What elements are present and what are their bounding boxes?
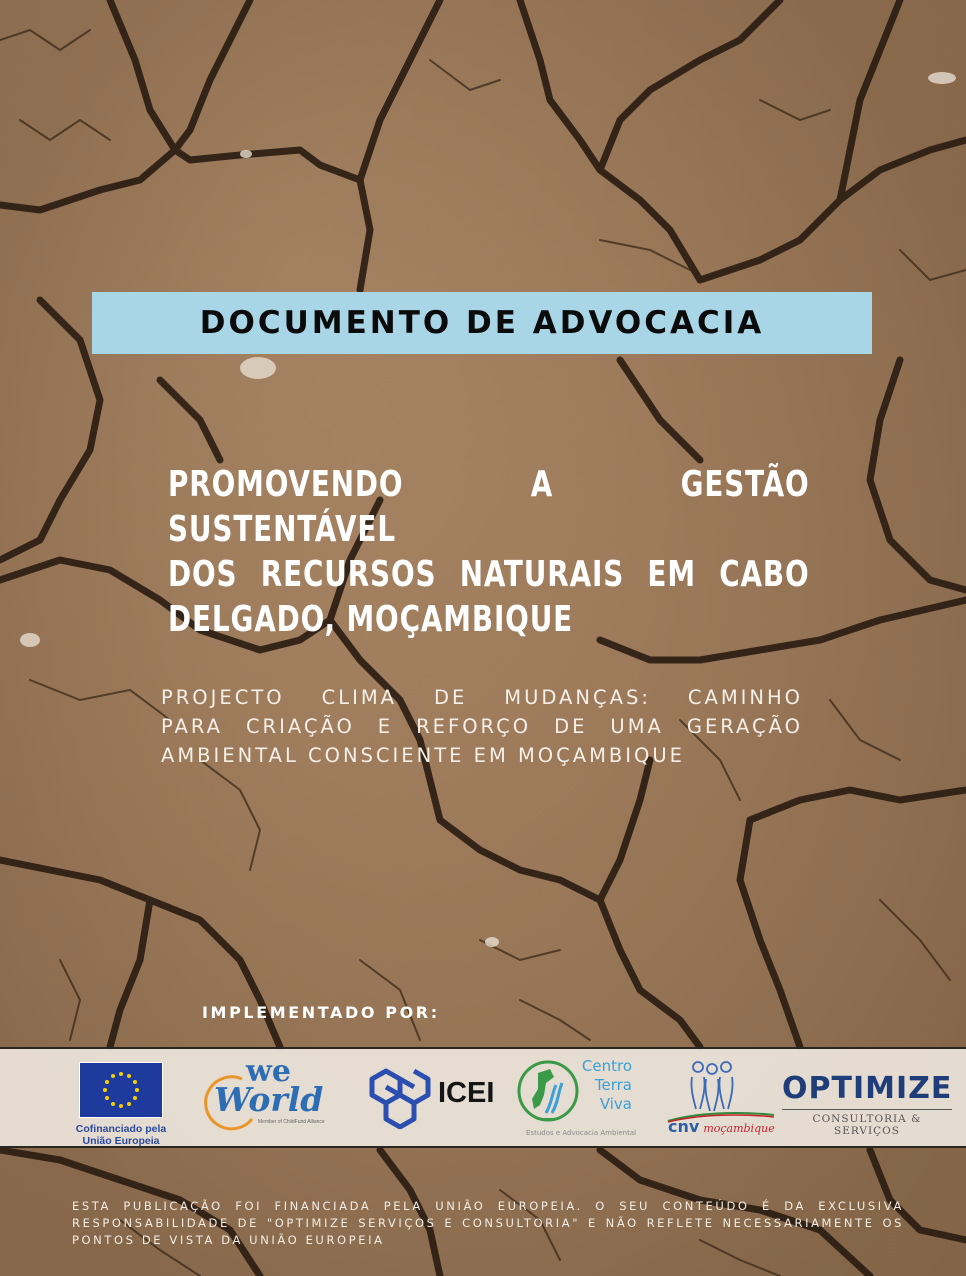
weworld-we: we [246,1054,291,1089]
ctv-line-1: Centro [581,1057,632,1075]
eu-caption-line-1: Cofinanciado pela [75,1123,167,1135]
ctv-line-2: Terra [594,1076,632,1094]
optimize-tagline: CONSULTORIA & SERVIÇOS [782,1109,952,1137]
implemented-by-label: IMPLEMENTADO POR: [202,1003,440,1022]
subtitle-line-1: PROJECTO CLIMA DE MUDANÇAS: CAMINHO [161,686,803,709]
cnv-suffix: moçambique [703,1122,775,1135]
eu-flag-icon [79,1062,163,1118]
title-line-2: DOS RECURSOS NATURAIS EM CABO [168,554,810,595]
optimize-logo [780,1049,956,1146]
title-line-3: DELGADO, MOÇAMBIQUE [168,599,574,640]
disclaimer-line-3: PONTOS DE VISTA DA UNIÃO EUROPEIA [72,1233,385,1247]
people-figures-icon [682,1059,742,1115]
document-title [168,462,810,642]
cnv-name: cnv [668,1117,700,1136]
document-type-label: DOCUMENTO DE ADVOCACIA [199,305,765,341]
centro-terra-viva-logo [514,1049,664,1146]
icei-cube-icon [368,1065,432,1129]
eu-logo [76,1049,166,1146]
project-subtitle [161,683,803,770]
partner-logos-strip [0,1047,966,1148]
weworld-world: World [214,1080,324,1119]
subtitle-line-2: PARA CRIAÇÃO E REFORÇO DE UMA GERAÇÃO [161,715,803,738]
eu-caption-line-2: União Europeia [82,1135,160,1147]
ctv-line-3: Viva [599,1095,632,1113]
icei-logo [368,1049,498,1146]
disclaimer-line-2: RESPONSABILIDADE DE "OPTIMIZE SERVIÇOS E CONSULTORIA" E NÃO REFLETE NECESSARIAMENTE OS [72,1216,904,1230]
weworld-logo [200,1049,345,1146]
title-line-1: PROMOVENDO A GESTÃO SUSTENTÁVEL [168,464,810,550]
document-type-banner [92,292,872,354]
funding-disclaimer [72,1198,904,1249]
optimize-name: OPTIMIZE [782,1071,953,1106]
cnv-logo [664,1049,782,1146]
ctv-tagline: Estudos e Advocacia Ambiental [526,1129,637,1137]
disclaimer-line-1: ESTA PUBLICAÇÃO FOI FINANCIADA PELA UNIÃO EUROPEIA. O SEU CONTEÚDO É DA EXCLUSIVA [72,1199,904,1213]
icei-name: ICEI [438,1077,495,1109]
subtitle-line-3: AMBIENTAL CONSCIENTE EM MOÇAMBIQUE [161,744,686,767]
weworld-tagline: Member of ChildFund Alliance [258,1119,325,1125]
